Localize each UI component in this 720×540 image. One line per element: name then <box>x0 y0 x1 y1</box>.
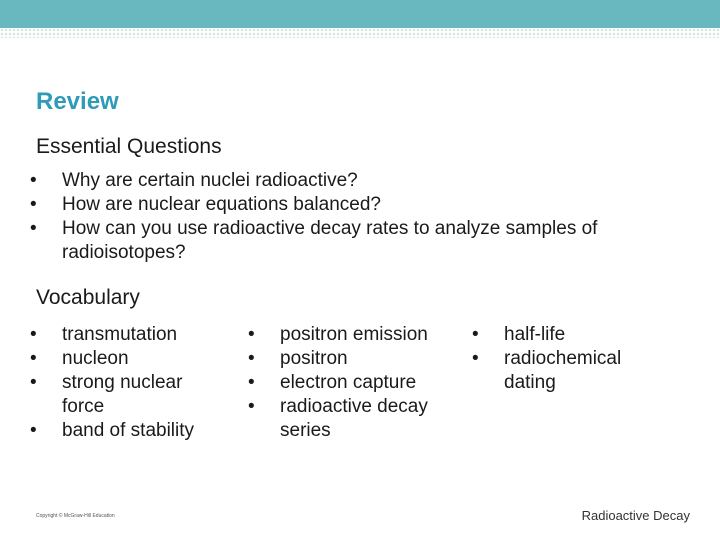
copyright-notice: Copyright © McGraw-Hill Education <box>36 513 115 519</box>
vocab-item: • radioactive decay series <box>248 395 448 443</box>
vocab-item: • nucleon <box>30 347 220 371</box>
vocab-item: • electron capture <box>248 371 448 395</box>
question-item: • How are nuclear equations balanced? <box>30 193 690 217</box>
slide-title: Review <box>36 88 119 115</box>
question-item: • Why are certain nuclei radioactive? <box>30 169 690 193</box>
vocab-column-1 <box>30 323 220 443</box>
header-band <box>0 0 720 28</box>
questions-list <box>30 169 690 265</box>
vocab-item: • radiochemical dating <box>472 347 672 395</box>
vocab-column-3 <box>472 323 672 395</box>
essential-questions-heading: Essential Questions <box>36 135 222 158</box>
vocab-item: • band of stability <box>30 419 220 443</box>
vocab-column-2 <box>248 323 448 443</box>
header-dot-pattern <box>0 28 720 38</box>
question-item: • How can you use radioactive decay rates to analyze samples of radioisotopes? <box>30 217 690 265</box>
vocab-item: • positron emission <box>248 323 448 347</box>
footer-topic: Radioactive Decay <box>581 508 690 523</box>
vocab-item: • strong nuclear force <box>30 371 220 419</box>
vocab-item: • half-life <box>472 323 672 347</box>
vocabulary-heading: Vocabulary <box>36 286 140 309</box>
vocab-item: • positron <box>248 347 448 371</box>
vocab-item: • transmutation <box>30 323 220 347</box>
